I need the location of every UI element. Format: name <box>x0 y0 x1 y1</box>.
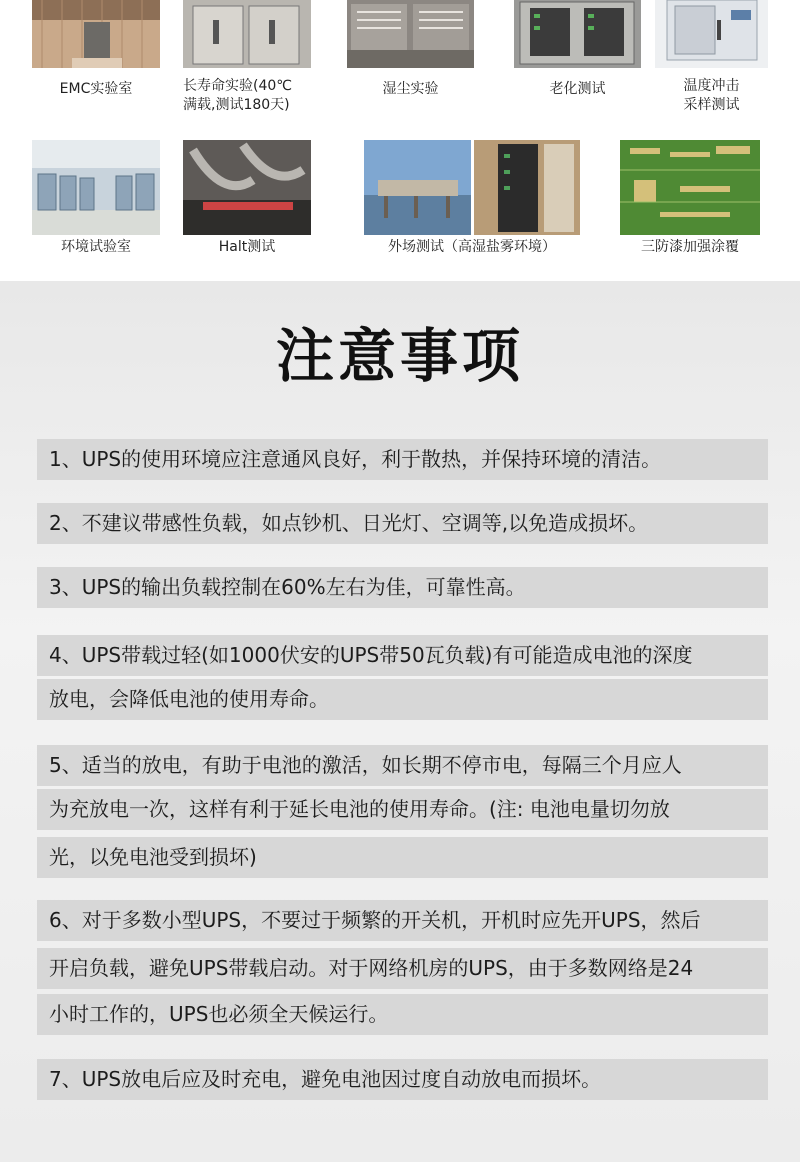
caption-thermal-shock-line-1: 温度冲击 <box>683 78 740 94</box>
conformal-coating-photo <box>620 140 760 235</box>
conformal-coating-image <box>620 140 760 235</box>
note-line: 5、适当的放电，有助于电池的激活，如长期不停市电，每隔三个月应人 <box>37 745 768 786</box>
caption-life-test-line-1: 长寿命实验(40℃ <box>183 78 292 94</box>
field-test-image-2 <box>474 140 580 235</box>
note-line: 为充放电一次，这样有利于延长电池的使用寿命。(注: 电池电量切勿放 <box>37 789 768 830</box>
note-line: 4、UPS带载过轻(如1000伏安的UPS带50瓦负载)有可能造成电池的深度 <box>37 635 768 676</box>
field-test-photo-2 <box>474 140 580 235</box>
emc-lab-photo <box>32 0 160 68</box>
test-gallery <box>0 0 800 280</box>
note-line: 6、对于多数小型UPS，不要过于频繁的开关机，开机时应先开UPS，然后 <box>37 900 768 941</box>
aging-test-photo <box>514 0 641 68</box>
halt-test-photo <box>183 140 311 235</box>
thermal-shock-photo <box>655 0 768 68</box>
note-line: 1、UPS的使用环境应注意通风良好，利于散热，并保持环境的清洁。 <box>37 439 768 480</box>
life-test-image <box>183 0 311 68</box>
caption-humidity-test: 湿尘实验 <box>382 81 439 97</box>
emc-lab-image <box>32 0 160 68</box>
caption-halt-test: Halt测试 <box>218 239 276 255</box>
caption-thermal-shock-line-2: 采样测试 <box>683 97 740 113</box>
note-line: 3、UPS的输出负载控制在60%左右为佳，可靠性高。 <box>37 567 768 608</box>
page-title: 注意事项 <box>275 322 524 390</box>
note-line: 放电，会降低电池的使用寿命。 <box>37 679 768 720</box>
note-line: 小时工作的，UPS也必须全天候运行。 <box>37 994 768 1035</box>
env-lab-image <box>32 140 160 235</box>
note-line: 7、UPS放电后应及时充电，避免电池因过度自动放电而损坏。 <box>37 1059 768 1100</box>
caption-emc-lab: EMC实验室 <box>59 81 133 97</box>
aging-test-image <box>514 0 641 68</box>
humidity-test-photo <box>347 0 474 68</box>
caption-life-test-line-2: 满载,测试180天) <box>183 97 290 113</box>
note-line: 光，以免电池受到损坏) <box>37 837 768 878</box>
life-test-photo <box>183 0 311 68</box>
caption-env-lab: 环境试验室 <box>61 239 131 255</box>
caption-conformal-coating: 三防漆加强涂覆 <box>641 239 739 255</box>
field-test-image-1 <box>364 140 471 235</box>
humidity-test-image <box>347 0 474 68</box>
env-lab-photo <box>32 140 160 235</box>
note-line: 2、不建议带感性负载，如点钞机、日光灯、空调等,以免造成损坏。 <box>37 503 768 544</box>
halt-test-image <box>183 140 311 235</box>
thermal-shock-image <box>655 0 768 68</box>
caption-field-test: 外场测试（高湿盐雾环境） <box>388 239 556 255</box>
field-test-photo-1 <box>364 140 471 235</box>
note-line: 开启负载，避免UPS带载启动。对于网络机房的UPS，由于多数网络是24 <box>37 948 768 989</box>
caption-aging-test: 老化测试 <box>549 81 606 97</box>
